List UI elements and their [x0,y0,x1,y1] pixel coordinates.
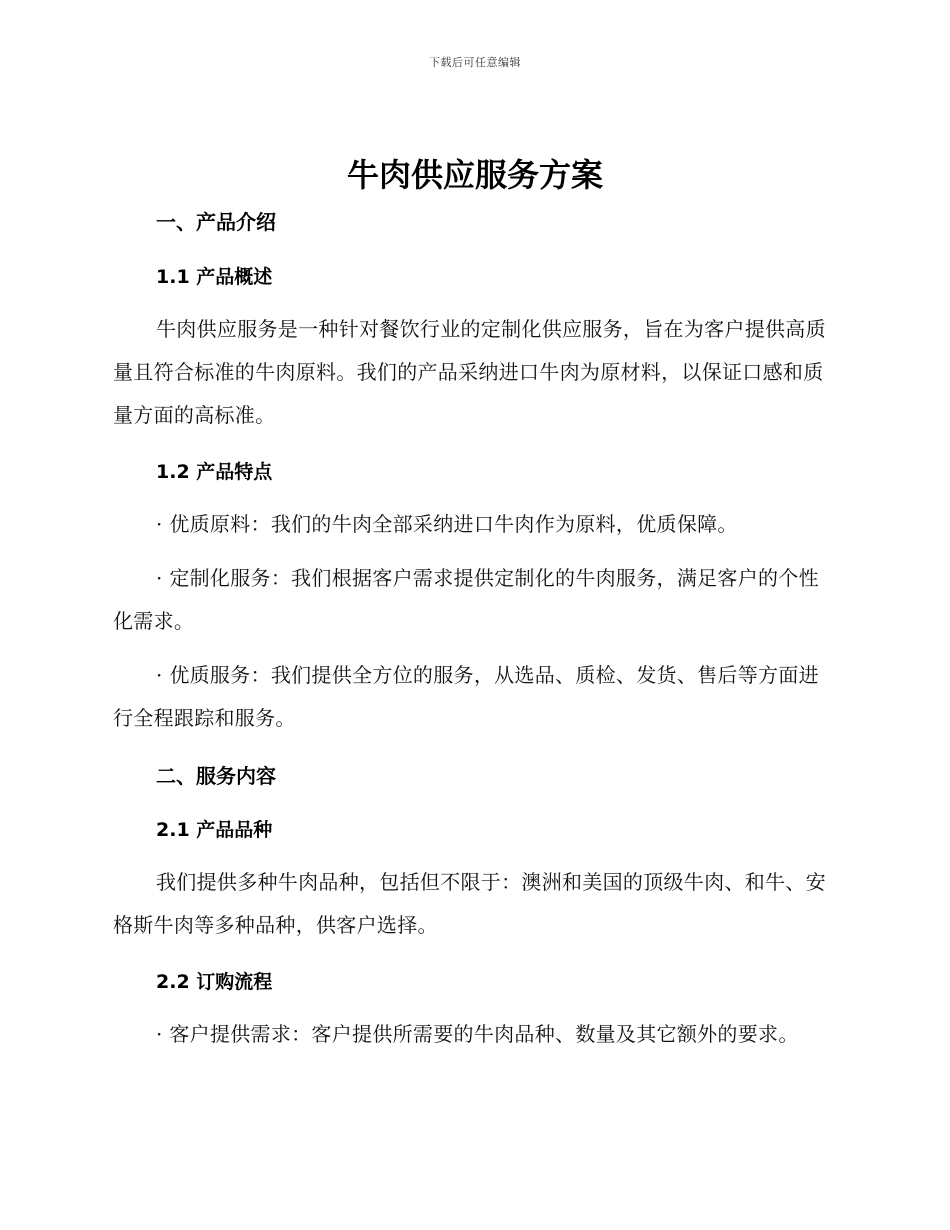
section-heading-product-intro: 一、产品介绍 [156,210,276,234]
overview-paragraph: 牛肉供应服务是一种针对餐饮行业的定制化供应服务，旨在为客户提供高质量且符合标准的牛肉原料。我们的产品采纳进口牛肉为原材料，以保证口感和质量方面的高标准。 [113,317,826,427]
subsection-heading-order-process: 2.2 订购流程 [156,971,273,993]
header-note: 下载后可任意编辑 [429,56,521,69]
document-title: 牛肉供应服务方案 [346,156,603,194]
feature-item-custom-service: · 定制化服务：我们根据客户需求提供定制化的牛肉服务，满足客户的个性化需求。 [113,566,819,633]
varieties-paragraph: 我们提供多种牛肉品种，包括但不限于：澳洲和美国的顶级牛肉、和牛、安格斯牛肉等多种品种，供客户选择。 [113,870,826,937]
feature-item-quality-material: · 优质原料：我们的牛肉全部采纳进口牛肉作为原料，优质保障。 [156,512,738,536]
section-heading-service-content: 二、服务内容 [156,764,276,788]
subsection-heading-features: 1.2 产品特点 [156,461,273,483]
feature-item-quality-service: · 优质服务：我们提供全方位的服务，从选品、质检、发货、售后等方面进行全程跟踪和服务。 [113,663,819,730]
subsection-heading-overview: 1.1 产品概述 [156,266,273,288]
subsection-heading-varieties: 2.1 产品品种 [156,819,273,841]
order-step-customer-request: · 客户提供需求：客户提供所需要的牛肉品种、数量及其它额外的要求。 [156,1022,799,1046]
